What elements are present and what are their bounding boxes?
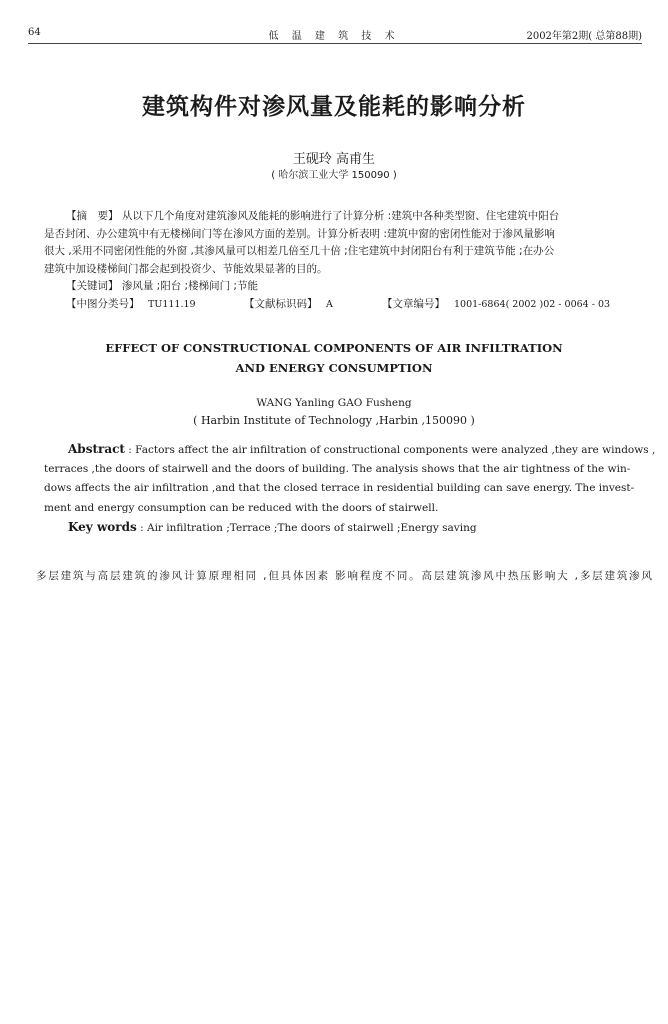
abstract-cn-line: 是否封闭、办公建筑中有无楼梯间门等在渗风方面的差别。计算分析表明 :建筑中窗的密闭性能对于渗风量影响 (44, 227, 555, 240)
keywords-cn-label: 【关键词】 (66, 280, 119, 292)
article-no-value: 1001-6864( 2002 )02 - 0064 - 03 (454, 298, 611, 310)
abstract-cn (44, 208, 630, 313)
doc-code-value: A (326, 298, 333, 310)
abstract-en-line: ment and energy consumption can be reduced with the doors of stairwell. (44, 501, 439, 514)
keywords-en-label: Key words (68, 520, 137, 534)
abstract-en-line (44, 440, 656, 460)
abstract-en-label: Abstract (68, 442, 125, 456)
clc-label: 【中图分类号】 (66, 297, 140, 310)
paper-title: 建筑构件对渗风量及能耗的影响分析 (142, 94, 526, 120)
abstract-en-text: : Factors affect the air infiltration of constructional components were analyzed ,they are windows , (128, 444, 656, 456)
clc-value: TU111.19 (148, 298, 196, 310)
english-title-line2: AND ENERGY CONSUMPTION (235, 361, 433, 375)
issue-info: 2002年第2期( 总第88期) (526, 31, 642, 42)
journal-name: 低 温 建 筑 技 术 (268, 31, 400, 42)
abstract-cn-line: 【摘 要】 从以下几个角度对建筑渗风及能耗的影响进行了计算分析 :建筑中各种类型窗、住宅建筑中阳台 (66, 210, 560, 222)
english-title-line1: EFFECT OF CONSTRUCTIONAL COMPONENTS OF AIR INFILTRATION (105, 341, 563, 355)
abstract-en-line: terraces ,the doors of stairwell and the doors of building. The analysis shows that the air tightness of the win- (44, 462, 631, 475)
doc-code-label: 【文献标识码】 (244, 297, 318, 310)
paper-authors: 王砚玲 高甫生 (292, 152, 376, 167)
classification-row (44, 296, 630, 314)
english-affiliation: ( Harbin Institute of Technology ,Harbin ,150090 ) (193, 414, 475, 427)
keywords-en-row (44, 518, 630, 538)
abstract-cn-line: 很大 ,采用不同密闭性能的外窗 ,其渗风量可以相差几倍至几十倍 ;住宅建筑中封闭阳台有利于建筑节能 ;在办公 (44, 245, 555, 257)
abstract-cn-line: 建筑中加设楼梯间门都会起到投资少、节能效果显著的目的。 (44, 262, 328, 275)
paper-affiliation: ( 哈尔滨工业大学 150090 ) (271, 170, 397, 181)
abstract-en (44, 440, 656, 538)
body-text-line: 多层建筑与高层建筑的渗风计算原理相同 ,但具体因素 影响程度不同。高层建筑渗风中热压影响大 ,多层建筑渗风 (36, 570, 652, 582)
keywords-en: : Air infiltration ;Terrace ;The doors of stairwell ;Energy saving (140, 522, 477, 534)
page-number: 64 (28, 27, 41, 38)
english-authors: WANG Yanling GAO Fusheng (256, 397, 412, 409)
article-no-label: 【文章编号】 (382, 297, 445, 310)
abstract-en-line: dows affects the air infiltration ,and that the closed terrace in residential building can save energy. The invest- (44, 482, 635, 494)
keywords-cn-row (44, 278, 630, 296)
header-rule (28, 43, 642, 44)
keywords-cn: 渗风量 ;阳台 ;楼梯间门 ;节能 (121, 280, 258, 292)
